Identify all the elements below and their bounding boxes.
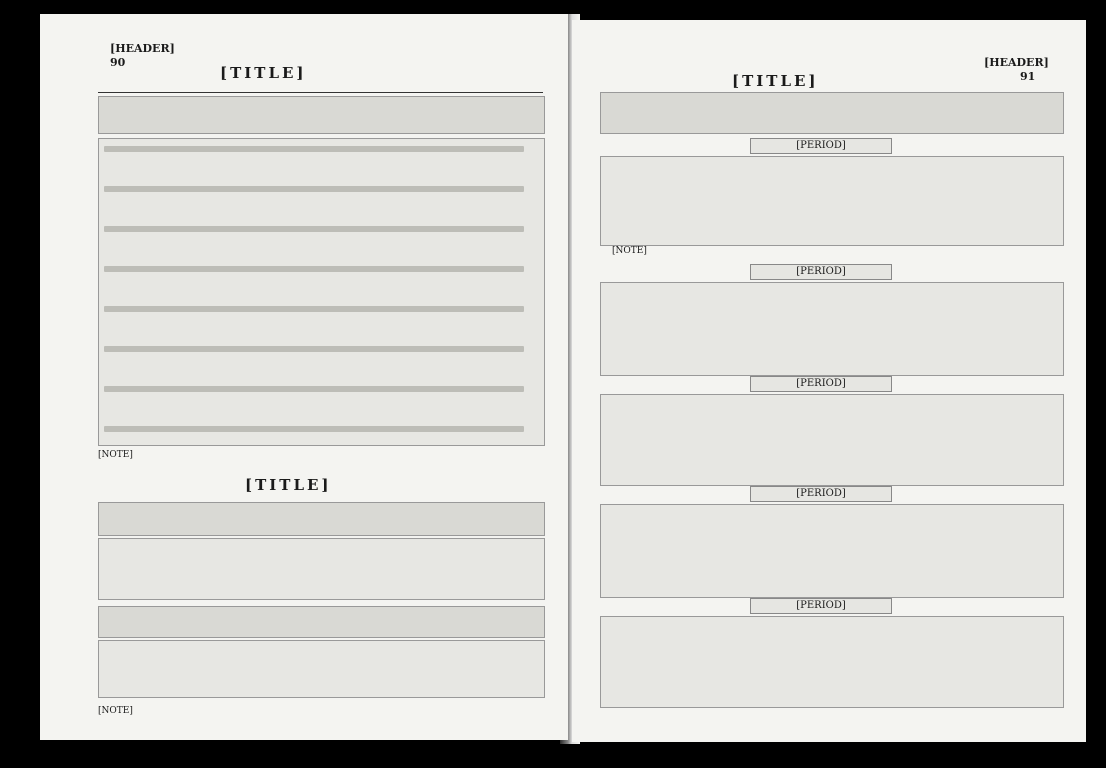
right-footnote: [NOTE]: [612, 246, 647, 256]
table-header: [600, 92, 1064, 134]
period-heading-1: [PERIOD]: [750, 138, 892, 154]
left-running-header: [HEADER]: [110, 42, 175, 55]
table-top-rule: [98, 92, 543, 93]
period-heading-3: [PERIOD]: [750, 376, 892, 392]
table-body-3: [98, 640, 545, 698]
table-header-3: [98, 606, 545, 638]
period-heading-4: [PERIOD]: [750, 486, 892, 502]
right-page-number: 91: [1020, 70, 1036, 83]
right-section-title: [TITLE]: [732, 72, 819, 90]
table-header: [98, 96, 545, 134]
period-heading-5: [PERIOD]: [750, 598, 892, 614]
right-page: [572, 20, 1086, 742]
left-footnote-2: [NOTE]: [98, 706, 133, 716]
period-heading-2: [PERIOD]: [750, 264, 892, 280]
left-page: [40, 14, 568, 740]
left-footnote-1: [NOTE]: [98, 450, 133, 460]
left-section-title-2: [TITLE]: [245, 476, 332, 494]
table-body-2: [98, 538, 545, 600]
table-header-2: [98, 502, 545, 536]
left-page-number: 90: [110, 56, 126, 69]
table-body: [98, 138, 545, 446]
left-section-title-1: [TITLE]: [220, 64, 307, 82]
right-running-header: [HEADER]: [984, 56, 1049, 69]
